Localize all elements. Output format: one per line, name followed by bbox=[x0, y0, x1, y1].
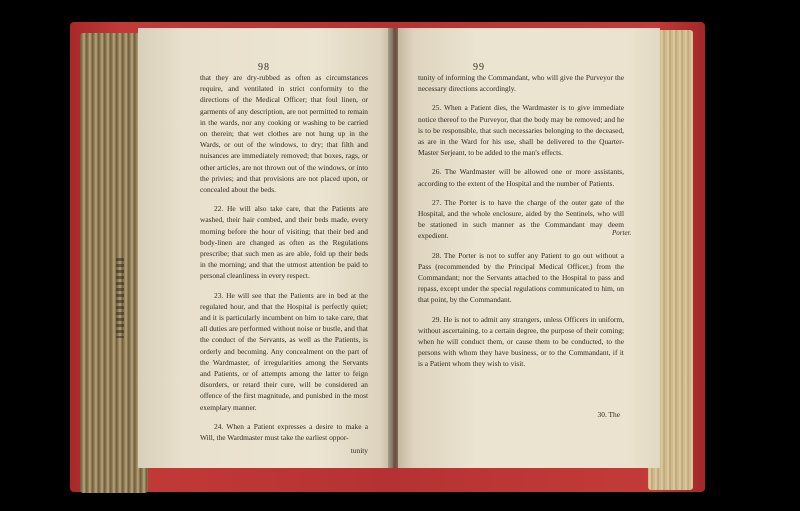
catchword: 30. The bbox=[597, 409, 620, 419]
page-number: 99 bbox=[473, 62, 485, 73]
paragraph: 29. He is not to admit any strangers, unless Officers in uniform, without ascertaining, to a certain degree, the purpose of their coming; when he will conduct them, or cause them to be conducted, to the persons with whom they have business, or to the Commandant, if it is a Patient whom they wish to visit. bbox=[418, 314, 624, 369]
paragraph: 25. When a Patient dies, the Wardmaster is to give immediate notice thereof to the Purveyor, that the body may be removed; and he is to be responsible, that such necessaries belonging to the deceased, as are in the Ward for his use, shall be delivered to the Quarter-Master Serjeant, to be added to the man's effects. bbox=[418, 103, 624, 158]
paragraph: 27. The Porter is to have the charge of the outer gate of the Hospital, and the whole enclosure, aided by the Sentinels, who will be stationed in such manner as the Commandant may deem expedient. bbox=[418, 197, 624, 241]
right-page bbox=[398, 28, 660, 468]
paragraph: 26. The Wardmaster will be allowed one or more assistants, according to the extent of the Hospital and the number of Patients. bbox=[418, 167, 624, 188]
paragraph: 24. When a Patient expresses a desire to make a Will, the Wardmaster must take the earliest oppor- bbox=[200, 421, 368, 443]
paragraph: 22. He will also take care, that the Patients are washed, their hair combed, and their beds made, every morning before the hour of visiting; that their bed and body-linen are changed as often as the Regulations prescribe; that such men as are able, fold up their beds in the morning; and that the utmost attention be paid to personal cleanliness in every respect. bbox=[200, 204, 368, 281]
catchword: tunity bbox=[350, 446, 368, 456]
shelf-mark bbox=[116, 258, 124, 338]
paragraph: tunity of informing the Commandant, who will give the Purveyor the necessary directions accordingly. bbox=[418, 73, 624, 94]
paragraph: that they are dry-rubbed as often as circumstances require, and ventilated in strict conformity to the directions of the Medical Officer; that foul linen, or garments of any description, are not permitted to remain in the wards, nor any cooking or washing to be carried on therein; that wet clothes are not hung up in the Wards, or out of the windows, to dry; that filth and nuisances are immediately removed; that boxes, rags, or other articles, are not thrown out of the windows, or into the privies; and that provisions are not placed upon, or concealed about the beds. bbox=[200, 73, 368, 195]
paragraph: 28. The Porter is not to suffer any Patient to go out without a Pass (recommended by the Principal Medical Officer,) from the Commandant; nor the Servants attached to the Hospital to pass and repass, except under the special regulations communicated to him, on that point, by the Commandant. bbox=[418, 250, 624, 305]
left-page bbox=[138, 28, 393, 468]
page-number: 98 bbox=[258, 62, 270, 73]
paragraph: 23. He will see that the Patients are in bed at the regulated hour, and that the Hospital is perfectly quiet; and it is particularly incumbent on him to take care, that all duties are performed without noise or bustle, and that the conduct of the Servants, as well as the Patients, is orderly and becoming. Any concealment on the part of the Wardmaster, of irregularities among the Servants and Patients, or of attempts among the latter to feign disorders, or retard their cure, will be considered an offence of the first magnitude, and punished in the most exemplary manner. bbox=[200, 290, 368, 412]
margin-note: Porter. bbox=[612, 229, 632, 237]
